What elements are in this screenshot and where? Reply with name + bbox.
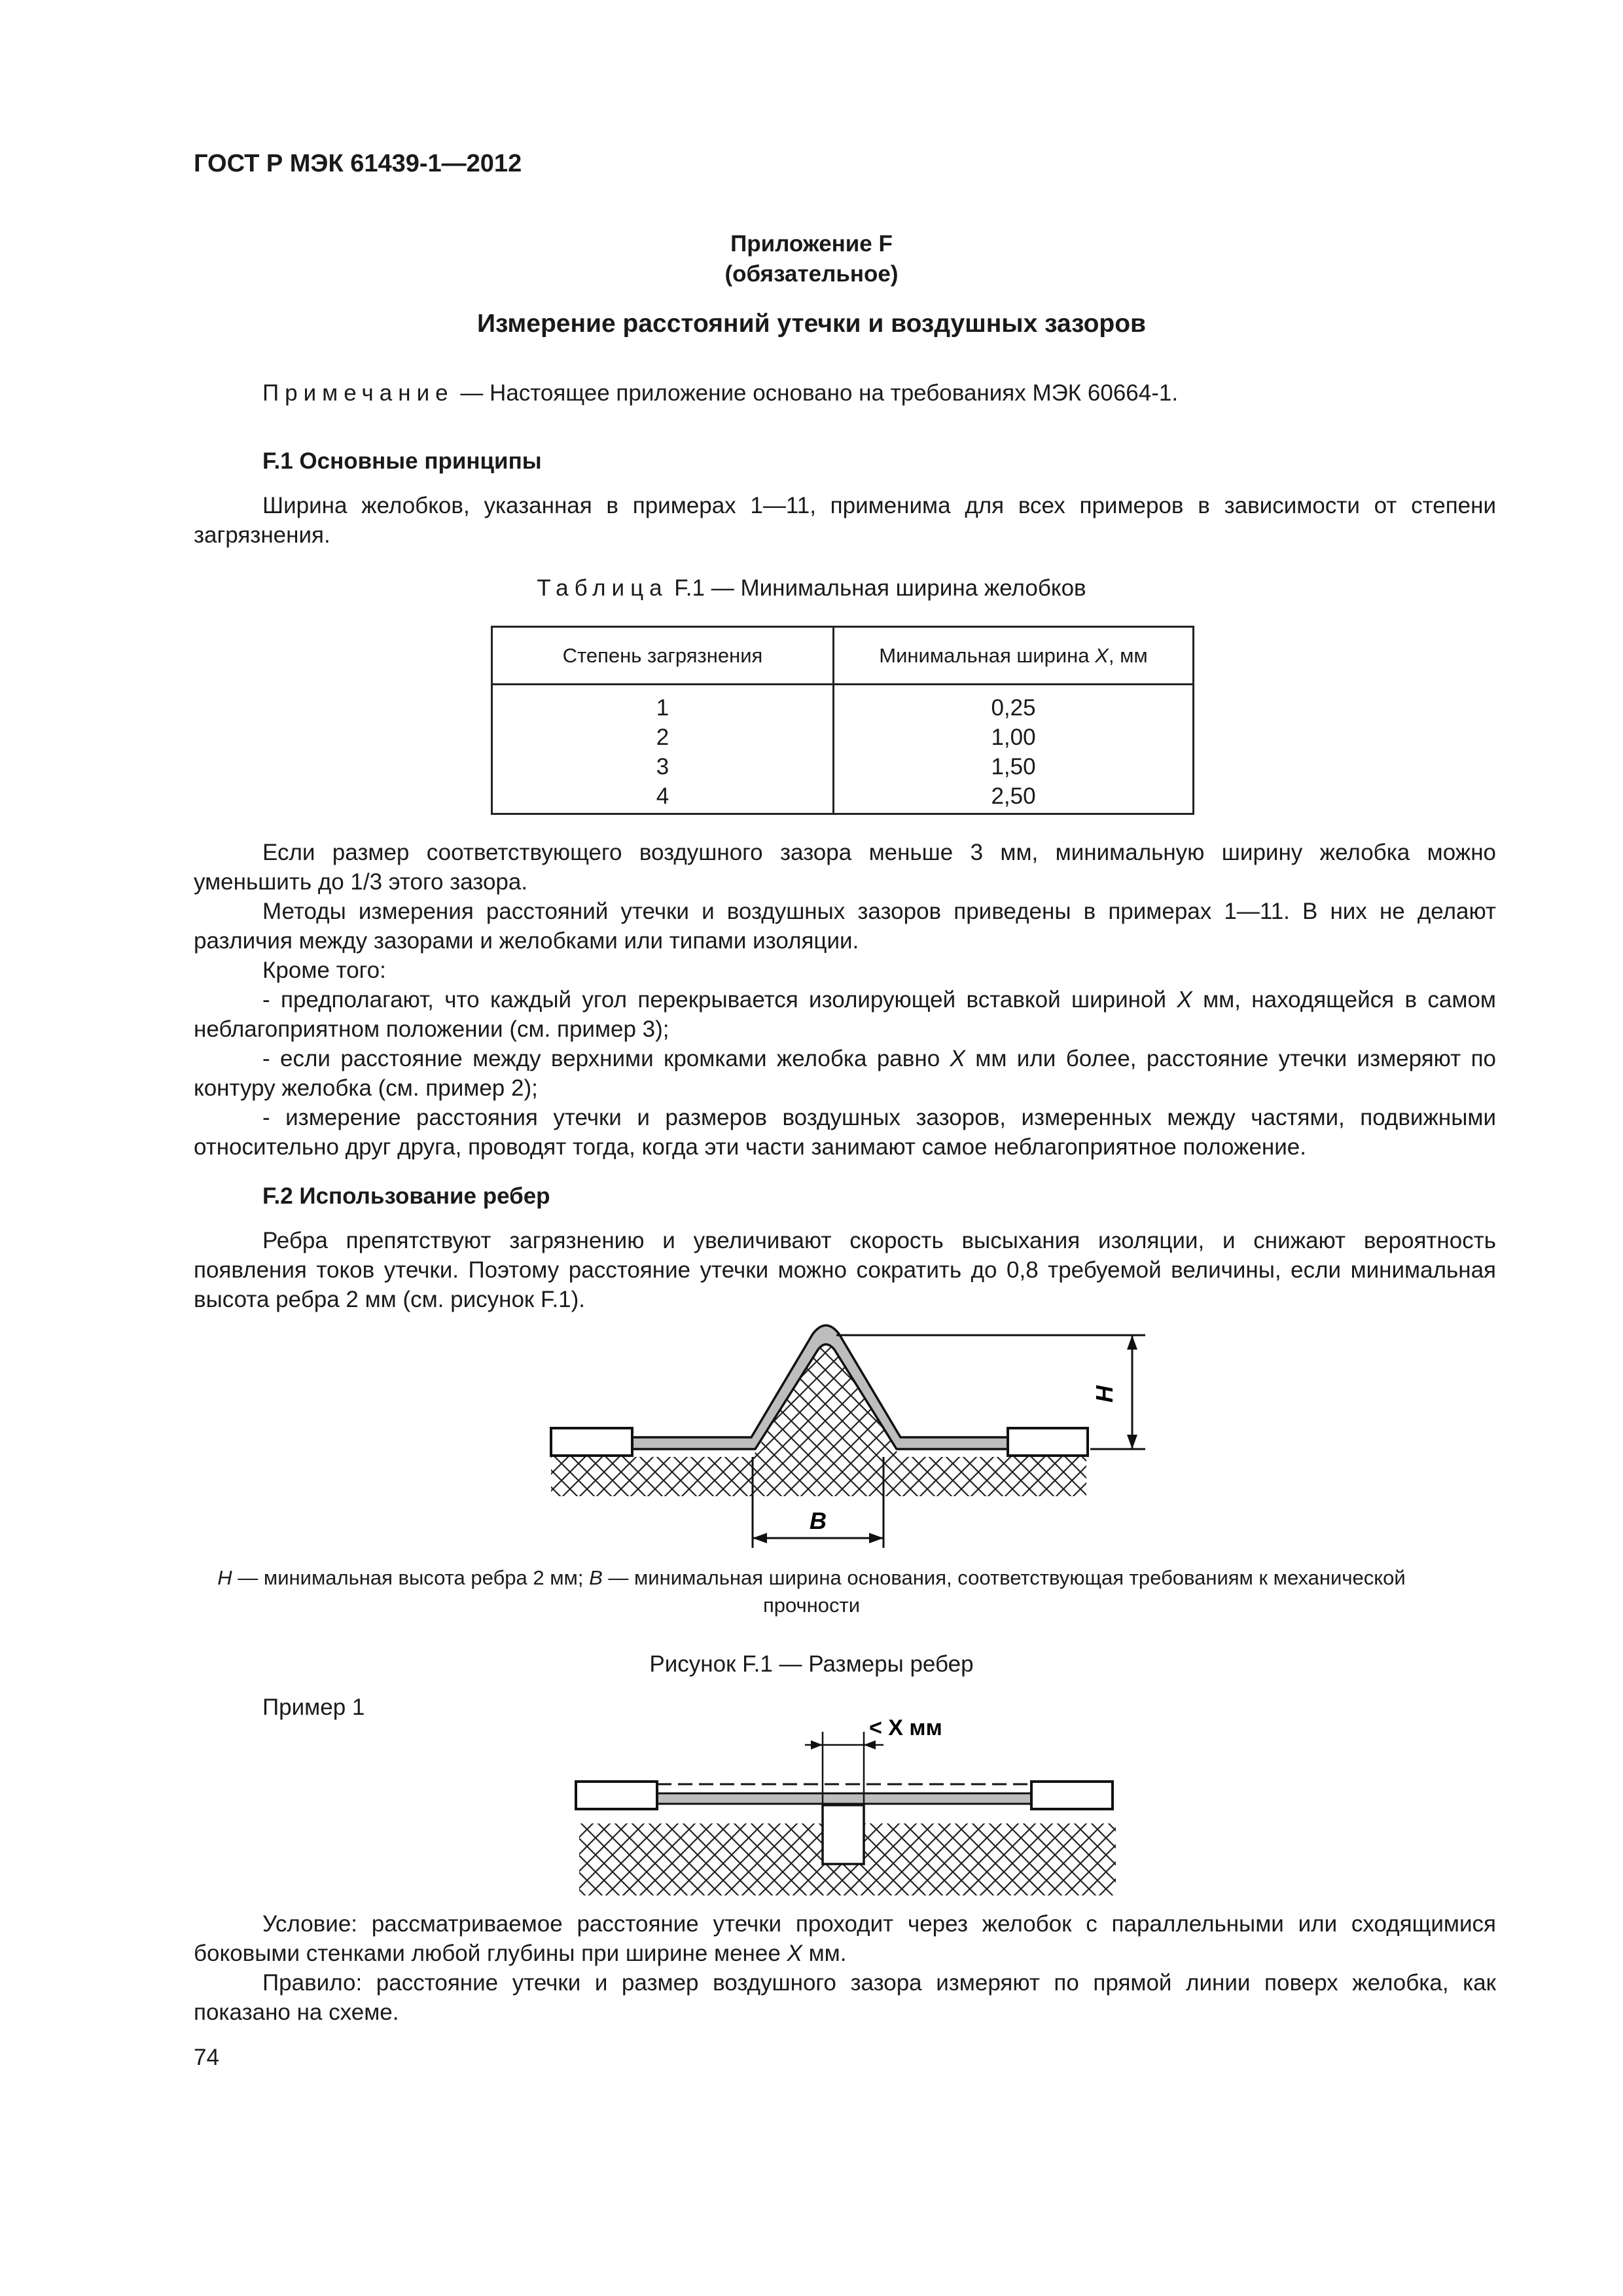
table-cell-width: 1,00 xyxy=(991,725,1036,750)
table-cell-degree: 1 xyxy=(656,695,669,721)
table-caption-text: F.1 — Минимальная ширина желобков xyxy=(668,575,1086,601)
appendix-heading: Измерение расстояний утечки и воздушных зазоров xyxy=(476,310,1147,338)
section-heading-f2: F.2 Использование ребер xyxy=(262,1183,550,1209)
example1-rule: Правило: расстояние утечки и размер воздушного зазора измеряют по прямой линии поверх желобка, как показано на схеме. xyxy=(194,1970,1496,2025)
table-cell-degree: 4 xyxy=(656,783,669,809)
note-text: — Настоящее приложение основано на требованиях МЭК 60664-1. xyxy=(454,380,1179,406)
example1-dim-label: < X мм xyxy=(869,1715,942,1740)
figure-caption: Рисунок F.1 — Размеры ребер xyxy=(649,1651,974,1677)
standard-designation: ГОСТ Р МЭК 61439-1—2012 xyxy=(194,150,522,177)
table-cell-width: 1,50 xyxy=(991,754,1036,780)
f1-paragraph: Ширина желобков, указанная в примерах 1—11, применима для всех примеров в зависимости от степени загрязнения. xyxy=(194,493,1496,548)
note-label: Примечание xyxy=(262,380,454,406)
example1-left-plate xyxy=(576,1782,657,1809)
appendix-status: (обязательное) xyxy=(724,261,899,287)
example1-insulation-layer xyxy=(657,1793,1031,1804)
label-b: B xyxy=(810,1507,827,1534)
figure-legend: H — минимальная высота ребра 2 мм; B — минимальная ширина основания, соответствующая требованиям к механической прочности xyxy=(217,1566,1406,1617)
table-cell-width: 2,50 xyxy=(991,783,1036,809)
table-header-degree: Степень загрязнения xyxy=(492,627,834,685)
table-cell-degree: 3 xyxy=(656,754,669,780)
f1-paragraph-4: Кроме того: xyxy=(262,958,386,983)
f1-paragraph-3: Методы измерения расстояний утечки и воздушных зазоров приведены в примерах 1—11. В них не делают различия между зазорами и желобками или типами изоляции. xyxy=(194,899,1496,954)
table-header-width: Минимальная ширина X, мм xyxy=(834,627,1194,685)
table-cell-degree: 2 xyxy=(656,725,669,750)
f1-bullet-3: - измерение расстояния утечки и размеров воздушных зазоров, измеренных между частями, подвижными относительно друг друга, проводят тогда, когда эти части занимают самое неблагоприятное положение. xyxy=(194,1105,1496,1160)
right-plate xyxy=(1008,1428,1088,1456)
section-heading-f1: F.1 Основные принципы xyxy=(262,448,542,474)
example1-groove xyxy=(823,1805,864,1864)
left-plate xyxy=(551,1428,632,1456)
f1-paragraph-2: Если размер соответствующего воздушного зазора меньше 3 мм, минимальную ширину желобка можно уменьшить до 1/3 этого зазора. xyxy=(194,840,1496,895)
base-material-hatch xyxy=(551,1457,1086,1496)
table-caption-label: Таблица xyxy=(537,575,668,601)
f1-bullet-2: - если расстояние между верхними кромками желобка равно X мм или более, расстояние утечки измеряют по контуру желобка (см. пример 2); xyxy=(194,1046,1496,1101)
table-cell-width: 0,25 xyxy=(991,695,1036,721)
example1-right-plate xyxy=(1031,1782,1113,1809)
appendix-title: Приложение F xyxy=(730,231,893,257)
f1-bullet-1: - предполагают, что каждый угол перекрывается изолирующей вставкой шириной X мм, находящейся в самом неблагоприятном положении (см. пример 3); xyxy=(194,987,1496,1042)
label-h: H xyxy=(1091,1386,1118,1403)
example1-condition: Условие: рассматриваемое расстояние утечки проходит через желобок с параллельными или сходящимися боковыми стенками любой глубины при ширине менее X мм. xyxy=(194,1911,1496,1966)
page-number: 74 xyxy=(194,2045,219,2070)
f2-paragraph: Ребра препятствуют загрязнению и увеличивают скорость высыхания изоляции, и снижают вероятность появления токов утечки. Поэтому расстояние утечки можно сократить до 0,8 требуемой величины, если минимальная высота ребра 2 мм (см. рисунок F.1). xyxy=(194,1228,1496,1312)
example-label: Пример 1 xyxy=(262,1695,365,1720)
